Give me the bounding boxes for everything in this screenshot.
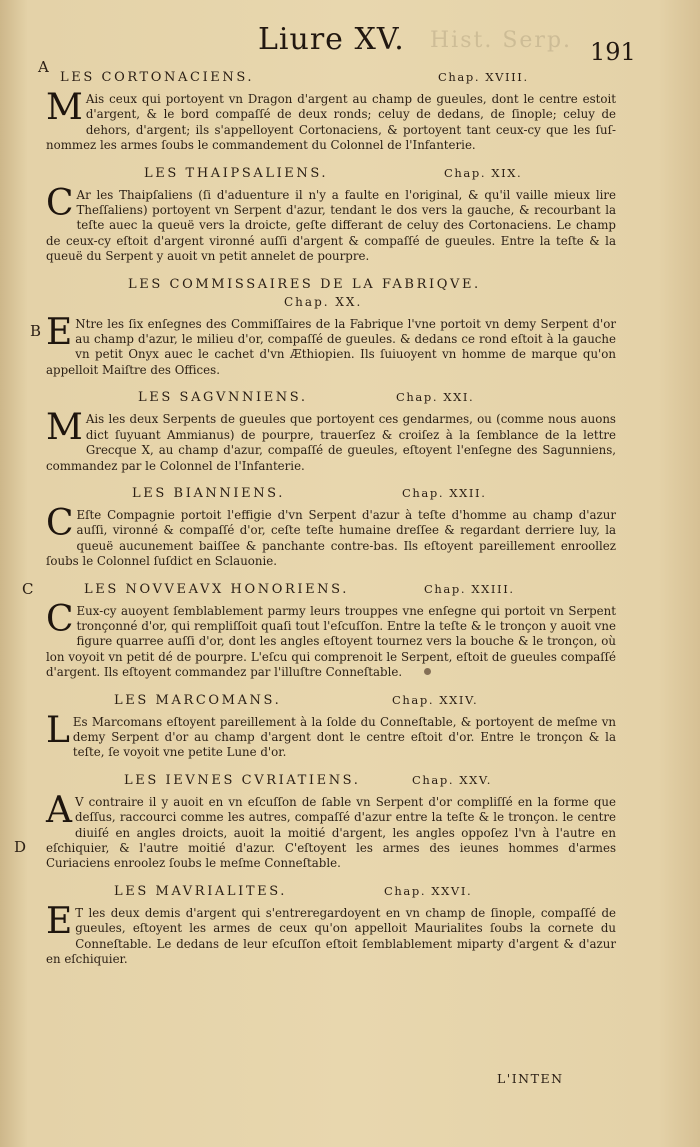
drop-cap: C [46, 502, 74, 544]
chapter-number: Chap. XXIII. [424, 581, 515, 596]
chapter-number: Chap. XXI. [396, 390, 475, 405]
margin-letter-a: A [38, 58, 49, 76]
paragraph-text: Ais ceux qui portoyent vn Dragon d'argent au champ de gueules, dont le centre estoit d'argent, & le bord compaſſé de deux ronds; celuy de dedans, de ſinople; celuy de dehors, d'argent; ils s'appelloyent Cortonaciens, & portoyent tant ceux-cy que les ſuſ-nommez les armes ſoubs le commandement du Colonnel de l'Infanterie. [46, 92, 616, 153]
section-title: LES CORTONACIENS. [60, 70, 255, 85]
section-chapter-24 [46, 689, 616, 761]
section-chapter-22 [46, 482, 616, 570]
section-paragraph [46, 900, 616, 968]
section-heading [46, 162, 616, 184]
section-title: LES NOVVEAVX HONORIENS. [84, 581, 349, 597]
section-paragraph [46, 598, 616, 681]
page-content [46, 58, 616, 967]
chapter-number: Chap. XX. [284, 294, 363, 309]
section-heading [46, 273, 616, 295]
margin-letter-c: C [22, 580, 34, 598]
paragraph-text: Eux-cy auoyent ſemblablement parmy leurs trouppes vne enſegne qui portoit vn Serpent tronçonné d'or, qui rempliſſoit quaſi tout l'eſcuſſon. Entre la teſte & le tronçon y auoit vne figure quarree auſſi d'or, dont les angles eſtoyent tournez vers la bouche & le tronçon, où lon voyoit vn petit dé de pourpre. L'eſcu qui comprenoit le Serpent, eſtoit de gueules compaſſé d'argent. Ils eſtoyent commandez par l'illuſtre Conneſtable. [46, 603, 616, 680]
section-heading [46, 66, 616, 88]
bleed-through-text: Hist. Serp. [430, 28, 573, 53]
section-chapter-19 [46, 162, 616, 265]
section-paragraph [46, 789, 616, 872]
section-paragraph [46, 182, 616, 265]
drop-cap: C [46, 598, 74, 640]
ink-blot [424, 668, 431, 675]
section-chapter-23 [46, 578, 616, 681]
chapter-number: Chap. XXII. [402, 485, 487, 500]
section-heading [46, 880, 616, 902]
drop-cap: E [46, 900, 73, 942]
drop-cap: M [46, 407, 83, 449]
paragraph-text: T les deux demis d'argent qui s'entreregardoyent en vn champ de ſinople, compaſſé de gueules, eſtoyent les armes de ceux qu'on appelloit Maurialites ſoubs la cornete du Conneſtable. Le dedans de leur eſcuſſon eſtoit ſemblablement miparty d'argent & d'azur en eſchiquier. [46, 905, 616, 967]
page-number: 191 [590, 38, 636, 66]
section-title: LES BIANNIENS. [132, 485, 285, 501]
section-paragraph [46, 311, 616, 379]
section-paragraph [46, 502, 616, 570]
section-paragraph [46, 407, 616, 474]
section-title: LES MAVRIALITES. [114, 883, 288, 899]
section-paragraph [46, 709, 616, 761]
page-title: Liure XV. [258, 22, 405, 57]
chapter-number: Chap. XXIV. [392, 692, 479, 707]
drop-cap: L [46, 709, 70, 751]
chapter-number: Chap. XIX. [444, 165, 523, 180]
drop-cap: E [46, 311, 73, 353]
paragraph-text: Ais les deux Serpents de gueules que portoyent ces gendarmes, ou (comme nous auons dict ſuyuant Ammianus) de pourpre, trauerſez & croiſez à la ſemblance de la lettre Grecque X, au champ d'azur, compaſſé de gueules, eſtoyent l'enſegne des Sagunniens, commandez par le Colonnel de l'Infanterie. [46, 412, 616, 473]
section-chapter-20 [46, 273, 616, 379]
margin-letter-b: B [30, 322, 42, 340]
section-chapter-18 [46, 66, 616, 154]
paragraph-text: Ntre les ſix enſegnes des Commiſſaires de la Fabrique l'vne portoit vn demy Serpent d'or au champ d'azur, le milieu d'or, compaſſé de gueules. & dedans ce rond eſtoit à la gauche vn petit Onyx auec le cachet d'vn Æthiopien. Ils ſuiuoyent vn homme de marque qu'on appelloit Maiſtre des Offices. [46, 316, 616, 377]
chapter-number: Chap. XXVI. [384, 883, 473, 898]
drop-cap: C [46, 182, 74, 224]
section-chapter-21 [46, 386, 616, 474]
section-heading [46, 769, 616, 791]
section-subheading [46, 295, 616, 313]
section-chapter-26 [46, 880, 616, 968]
paragraph-text: V contraire il y auoit en vn eſcuſſon de ſable vn Serpent d'or compliſſé en la forme que deſſus, raccourci comme les autres, compaſſé d'azur entre la teſte & le tronçon. le centre diuiſé en angles droicts, auoit la moitié d'argent, les angles oppoſez l'vn à l'autre en eſchiquier, & l'autre moitié d'azur. C'eſtoyent les armes des ieunes hommes d'armes Curiaciens enroolez ſoubs le meſme Conneſtable. [46, 794, 616, 871]
section-paragraph [46, 87, 616, 154]
drop-cap: A [46, 789, 72, 831]
section-heading [46, 386, 616, 408]
section-chapter-25 [46, 769, 616, 872]
section-title: LES SAGVNNIENS. [138, 390, 308, 406]
drop-cap: M [46, 87, 83, 128]
section-title: LES COMMISSAIRES DE LA FABRIQVE. [128, 276, 481, 292]
catchword: L'INTEN [497, 1071, 564, 1086]
section-heading [46, 482, 616, 504]
chapter-number: Chap. XVIII. [438, 70, 529, 84]
section-heading [46, 689, 616, 711]
paragraph-text: Eſte Compagnie portoit l'effigie d'vn Serpent d'azur à teſte d'homme au champ d'azur auſſi, vironné & compaſſé d'or, ceſte teſte humaine dreſſee & regardant derriere luy, la queuë aucunement baiſſee & panchante contre-bas. Ils eſtoyent pareillement enroollez ſoubs le Colonnel ſuſdict en Sclauonie. [46, 507, 616, 569]
paragraph-text: Es Marcomans eſtoyent pareillement à la ſolde du Conneſtable, & portoyent de meſme vn demy Serpent d'or au champ d'argent dont le centre eſtoit d'or. Entre le tronçon & la teſte, ſe voyoit vne petite Lune d'or. [72, 714, 616, 760]
chapter-number: Chap. XXV. [412, 772, 493, 787]
margin-letter-d: D [14, 838, 27, 856]
paragraph-text: Ar les Thaipſaliens (ſi d'aduenture il n'y a faulte en l'original, & qu'il vaille mieux lire Theſſaliens) portoyent vn Serpent d'azur, tendant le dos vers la gauche, & recourbant la teſte auec la queuë vers la droicte, geſte differant de celuy des Cortonaciens. Le champ de ceux-cy eſtoit d'argent vironné auſſi d'argent & compaſſé de gueules. Entre la teſte & la queuë du Serpent y auoit vn petit annelet de pourpre. [46, 187, 616, 264]
section-title: LES THAIPSALIENS. [144, 165, 329, 181]
section-title: LES MARCOMANS. [114, 692, 282, 708]
section-heading [46, 578, 616, 600]
section-title: LES IEVNES CVRIATIENS. [124, 772, 361, 788]
